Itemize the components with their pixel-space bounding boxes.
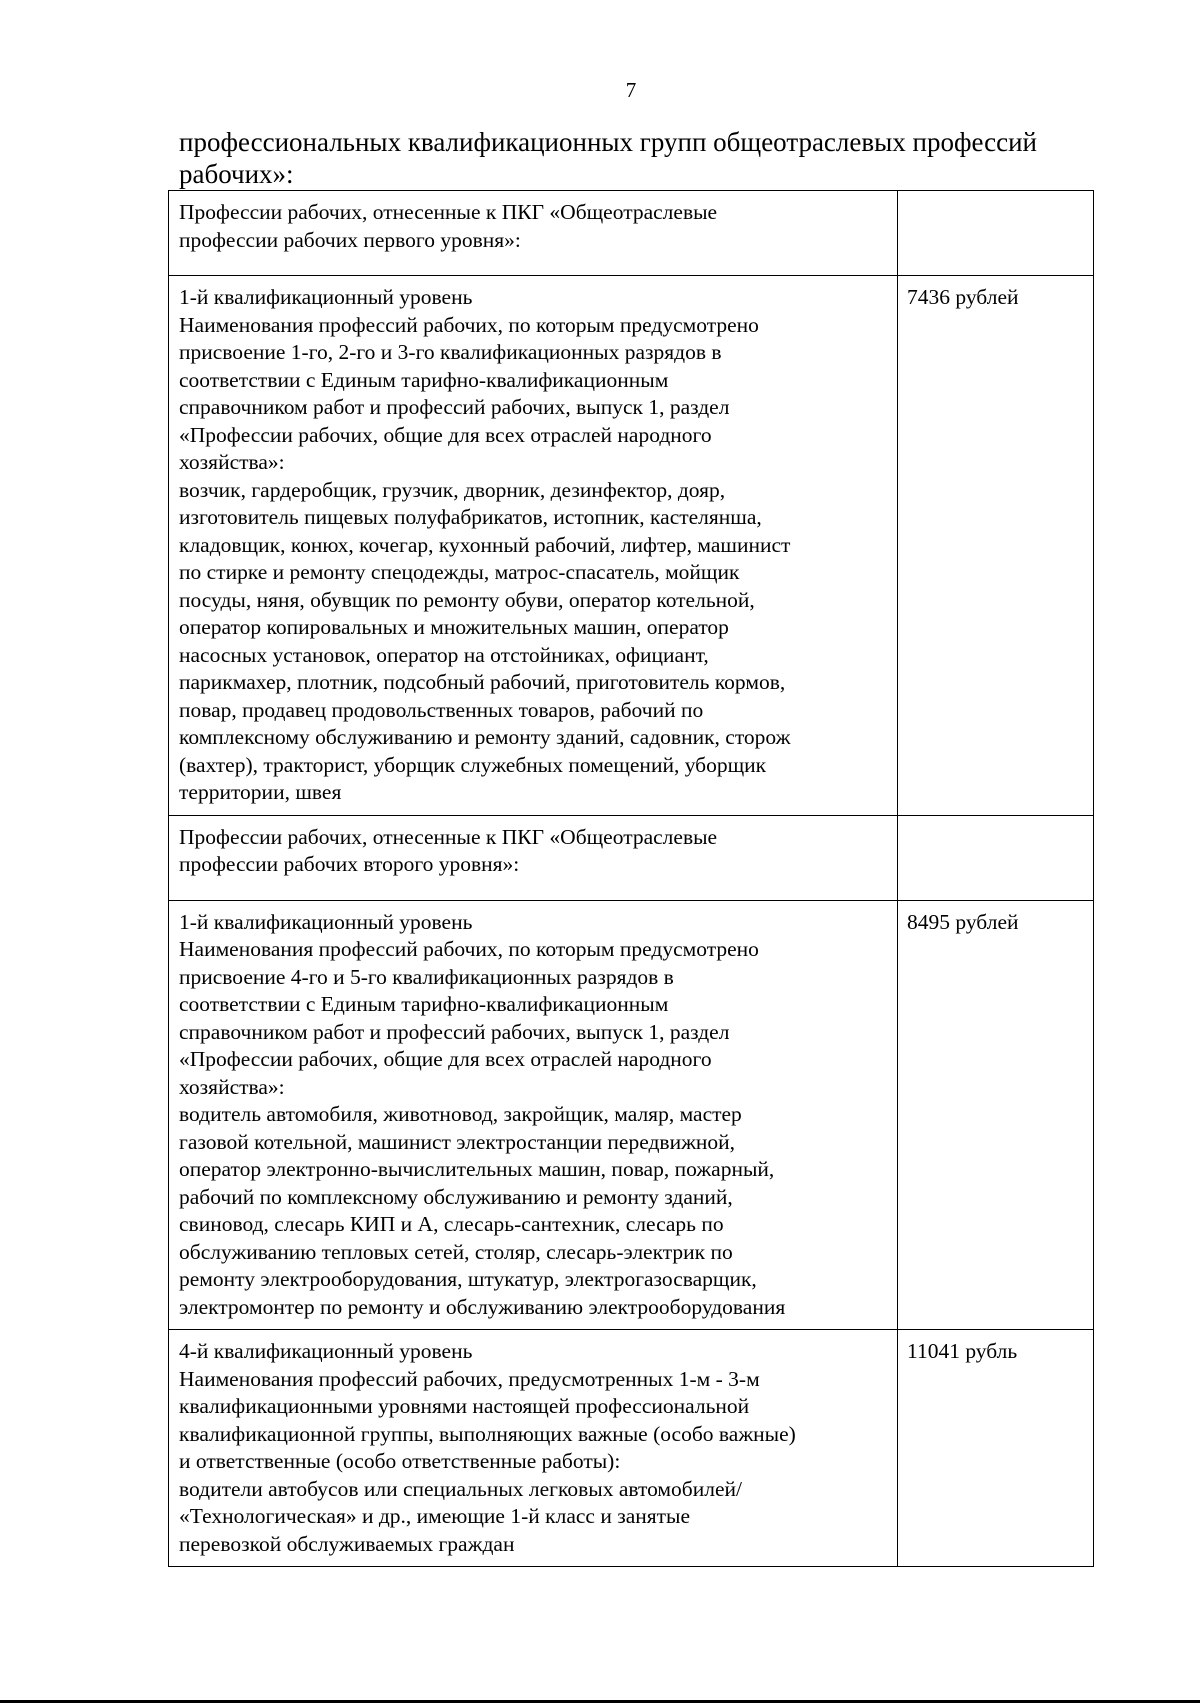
description-line: справочником работ и профессий рабочих, выпуск 1, раздел — [179, 395, 730, 419]
description-line: и ответственные (особо ответственные работы): — [179, 1449, 621, 1473]
description-line: водитель автомобиля, животновод, закройщик, маляр, мастер — [179, 1102, 742, 1126]
qualification-level-row — [169, 276, 1094, 816]
description-line: присвоение 4-го и 5-го квалификационных разрядов в — [179, 964, 674, 989]
description-line: профессии рабочих первого уровня»: — [179, 227, 521, 252]
description-line: водители автобусов или специальных легковых автомобилей/ — [179, 1476, 742, 1501]
salary-value-cell — [898, 815, 1094, 900]
description-line: Наименования профессий рабочих, предусмотренных 1-м - 3-м — [179, 1366, 760, 1391]
qualification-level-title: 4-й квалификационный уровень — [179, 1339, 473, 1363]
salary-value-cell: 11041 рубль — [898, 1330, 1094, 1567]
description-line: справочником работ и профессий рабочих, выпуск 1, раздел — [179, 1019, 730, 1044]
row-description-cell — [169, 276, 898, 816]
description-line: «Технологическая» и др., имеющие 1-й класс и занятые — [179, 1504, 691, 1528]
description-line: квалификационными уровнями настоящей профессиональной — [179, 1394, 750, 1418]
description-line: по стирке и ремонту спецодежды, матрос-спасатель, мойщик — [179, 560, 740, 584]
description-line: оператор копировальных и множительных машин, оператор — [179, 615, 729, 639]
description-line: возчик, гардеробщик, грузчик, дворник, дезинфектор, дояр, — [179, 477, 726, 502]
salary-value-cell: 7436 рублей — [898, 276, 1094, 816]
description-line: Наименования профессий рабочих, по которым предусмотрено — [179, 937, 759, 961]
description-line: рабочий по комплексному обслуживанию и ремонту зданий, — [179, 1184, 733, 1209]
salary-table — [168, 190, 1094, 1567]
description-line: «Профессии рабочих, общие для всех отраслей народного — [179, 1047, 712, 1071]
description-line: повар, продавец продовольственных товаров, рабочий по — [179, 697, 704, 722]
scan-edge-rule — [0, 1700, 1200, 1703]
row-description-cell — [169, 191, 898, 276]
description-line: профессии рабочих второго уровня»: — [179, 852, 520, 876]
salary-value-cell: 8495 рублей — [898, 900, 1094, 1330]
description-line: хозяйства»: — [179, 1074, 285, 1099]
row-description-cell — [169, 1330, 898, 1567]
qualification-level-row — [169, 900, 1094, 1330]
description-line: территории, швея — [179, 780, 342, 804]
row-description-cell — [169, 815, 898, 900]
description-line: соответствии с Единым тарифно-квалификационным — [179, 367, 669, 392]
salary-value-cell — [898, 191, 1094, 276]
group-header-row — [169, 815, 1094, 900]
row-description-cell — [169, 900, 898, 1330]
description-line: ремонту электрооборудования, штукатур, электрогазосварщик, — [179, 1267, 757, 1291]
description-line: присвоение 1-го, 2-го и 3-го квалификационных разрядов в — [179, 340, 722, 364]
description-line: хозяйства»: — [179, 450, 285, 474]
description-line: обслуживанию тепловых сетей, столяр, слесарь-электрик по — [179, 1239, 733, 1264]
description-line: оператор электронно-вычислительных машин, повар, пожарный, — [179, 1157, 775, 1181]
description-line: свиновод, слесарь КИП и А, слесарь-сантехник, слесарь по — [179, 1212, 724, 1236]
description-line: перевозкой обслуживаемых граждан — [179, 1531, 515, 1556]
salary-table-body — [169, 191, 1094, 1567]
description-line: «Профессии рабочих, общие для всех отраслей народного — [179, 422, 712, 447]
description-line: Профессии рабочих, отнесенные к ПКГ «Общеотраслевые — [179, 200, 718, 224]
qualification-level-title: 1-й квалификационный уровень — [179, 909, 473, 934]
qualification-level-row — [169, 1330, 1094, 1567]
description-line: парикмахер, плотник, подсобный рабочий, приготовитель кормов, — [179, 670, 786, 694]
intro-line: рабочих»: — [179, 159, 294, 189]
description-line: комплексному обслуживанию и ремонту зданий, садовник, сторож — [179, 725, 791, 749]
description-line: посуды, няня, обувщик по ремонту обуви, оператор котельной, — [179, 587, 755, 612]
description-line: изготовитель пищевых полуфабрикатов, истопник, кастелянша, — [179, 505, 762, 529]
description-line: (вахтер), тракторист, уборщик служебных помещений, уборщик — [179, 752, 767, 777]
page-number: 7 — [625, 78, 637, 102]
intro-line: профессиональных квалификационных групп общеотраслевых профессий — [179, 127, 1037, 157]
description-line: квалификационной группы, выполняющих важные (особо важные) — [179, 1421, 796, 1446]
description-line: газовой котельной, машинист электростанции передвижной, — [179, 1129, 736, 1154]
description-line: Профессии рабочих, отнесенные к ПКГ «Общеотраслевые — [179, 824, 718, 849]
description-line: насосных установок, оператор на отстойниках, официант, — [179, 642, 709, 667]
intro-text — [179, 126, 1099, 190]
description-line: электромонтер по ремонту и обслуживанию электрооборудования — [179, 1294, 786, 1319]
qualification-level-title: 1-й квалификационный уровень — [179, 285, 473, 309]
description-line: соответствии с Единым тарифно-квалификационным — [179, 992, 669, 1016]
group-header-row — [169, 191, 1094, 276]
description-line: Наименования профессий рабочих, по которым предусмотрено — [179, 312, 759, 337]
description-line: кладовщик, конюх, кочегар, кухонный рабочий, лифтер, машинист — [179, 532, 791, 557]
